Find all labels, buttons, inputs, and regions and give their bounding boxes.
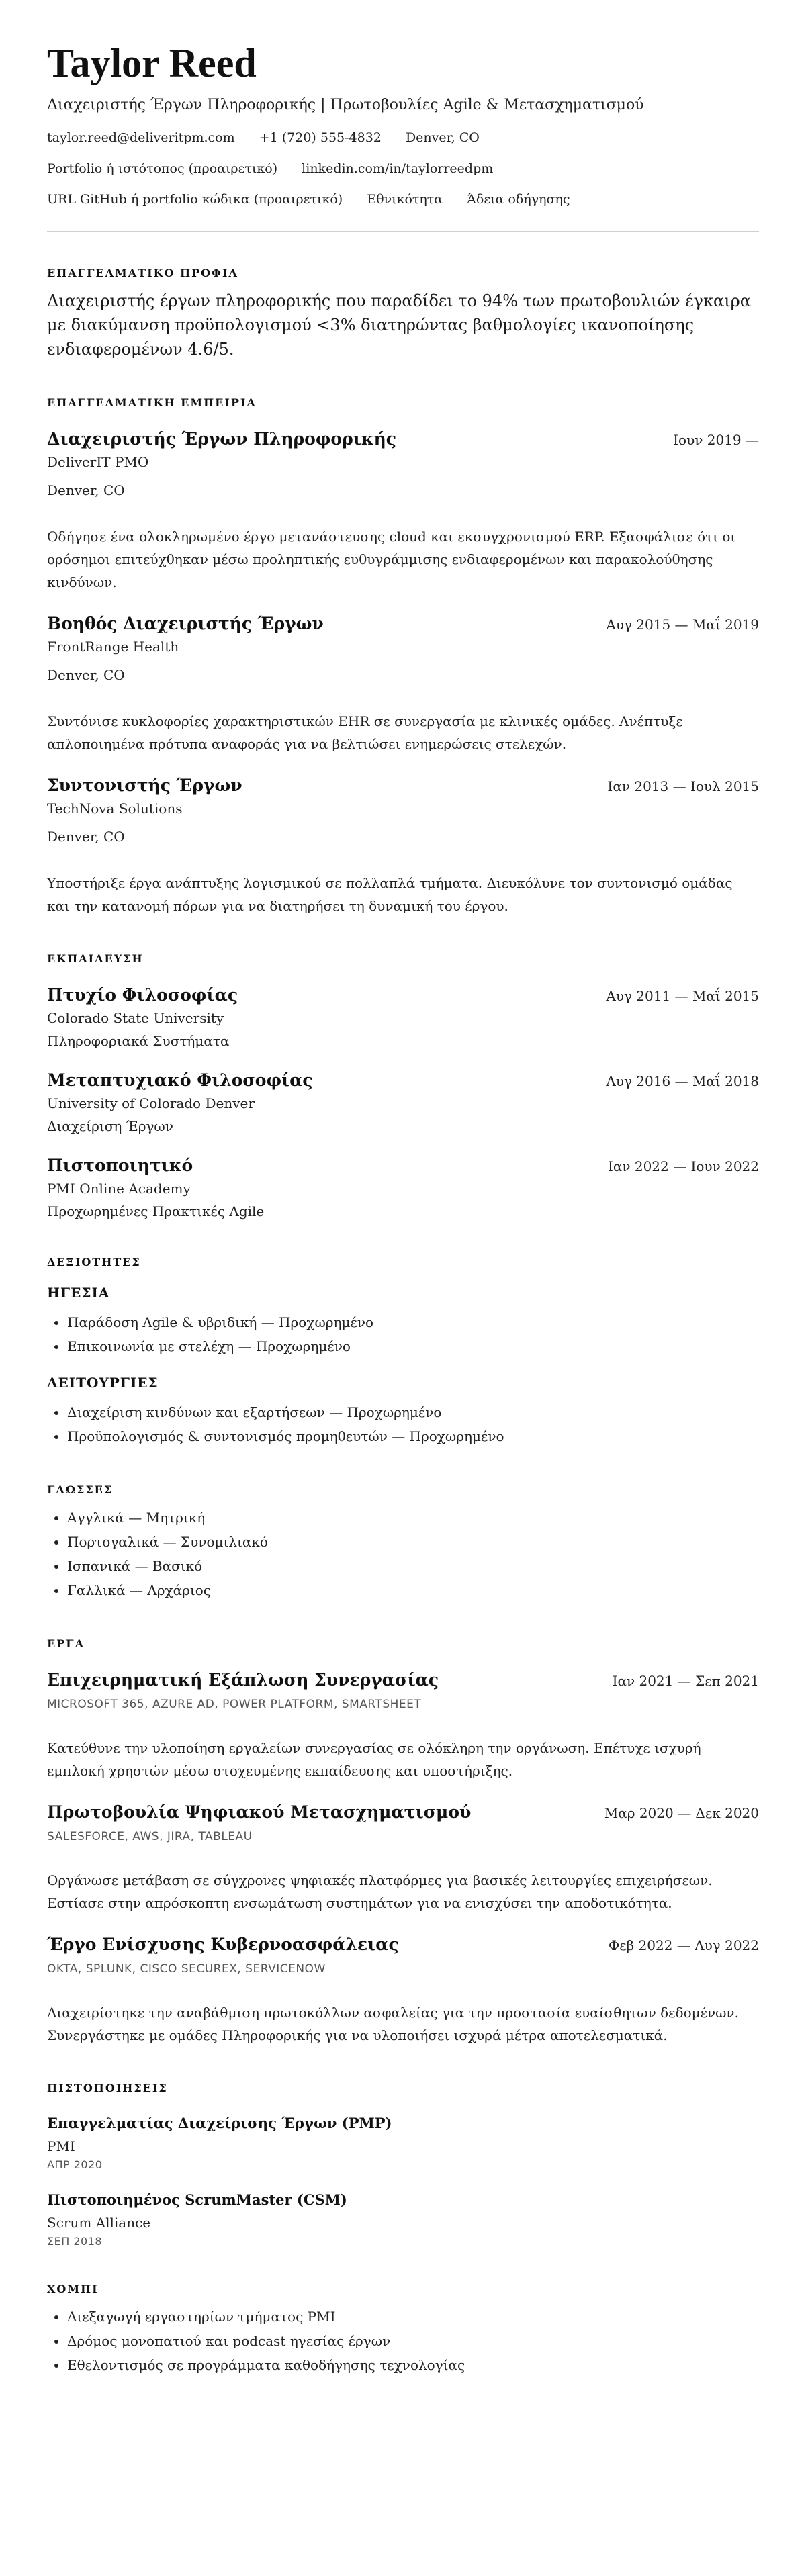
education-field: Πληροφοριακά Συστήματα [47,1033,230,1049]
skill-group-title: ΛΕΙΤΟΥΡΓΙΕΣ [47,1375,159,1391]
education-degree: Πιστοποιητικό [47,1156,193,1175]
section-title-profile: ΕΠΑΓΓΕΛΜΑΤΙΚΟ ΠΡΟΦΙΛ [47,267,238,279]
project-description: Κατεύθυνε την υλοποίηση εργαλείων συνεργασίας σε ολόκληρη την οργάνωση. Επέτυχε ισχυρή εμπλοκή χρηστών μέσω στοχευμένης εκπαίδευσης και υποστήριξης. [47,1740,701,1779]
experience-role: Συντονιστής Έργων [47,776,242,795]
experience-location: Denver, CO [47,829,125,845]
project-tech-stack: SALESFORCE, AWS, JIRA, TABLEAU [47,1830,253,1843]
section-title-skills: ΔΕΞΙΟΤΗΤΕΣ [47,1256,141,1269]
language-list [47,1506,759,1602]
experience-date: Ιουν 2019 — [673,432,759,448]
project-date: Μαρ 2020 — Δεκ 2020 [604,1805,759,1821]
candidate-headline: Διαχειριστής Έργων Πληροφορικής | Πρωτοβουλίες Agile & Μετασχηματισμού [47,97,644,113]
experience-location: Denver, CO [47,667,125,683]
experience-company: TechNova Solutions [47,800,183,817]
experience-description: Υποστήριξε έργα ανάπτυξης λογισμικού σε πολλαπλά τμήματα. Διευκόλυνε τον συντονισμό ομάδας και την κατανομή πόρων για να διατηρήσει τη δυναμική του έργου. [47,875,733,914]
skill-item: • Παράδοση Agile & υβριδική — Προχωρημένο [67,1310,759,1334]
certification-date: ΑΠΡ 2020 [47,2158,103,2171]
education-entry [47,1156,759,1221]
section-title-projects: ΕΡΓΑ [47,1637,85,1650]
experience-description: Συντόνισε κυκλοφορίες χαρακτηριστικών EHR σε συνεργασία με κλινικές ομάδες. Ανέπτυξε απλοποιημένα πρότυπα αναφοράς για να βελτιώσει ενημερώσεις στελεχών. [47,713,683,752]
experience-company: DeliverIT PMO [47,454,149,470]
language-item: • Αγγλικά — Μητρική [67,1506,759,1530]
skill-item: • Επικοινωνία με στελέχη — Προχωρημένο [67,1334,759,1359]
project-name: Πρωτοβουλία Ψηφιακού Μετασχηματισμού [47,1802,472,1822]
contact-row-extra [47,191,759,208]
skill-list [47,1400,759,1448]
education-date: Αυγ 2011 — Μαΐ 2015 [606,988,759,1004]
project-description: Οργάνωσε μετάβαση σε σύγχρονες ψηφιακές πλατφόρμες για βασικές λειτουργίες επιχειρήσεων. Εστίασε στην απρόσκοπτη ενσωμάτωση συστημάτων για να ενισχύσει την αποδοτικότητα. [47,1872,713,1911]
project-entry [47,1670,759,1782]
project-entry [47,1935,759,2047]
experience-role: Διαχειριστής Έργων Πληροφορικής [47,429,396,449]
project-date: Ιαν 2021 — Σεπ 2021 [612,1673,759,1689]
contact-row-links [47,160,759,177]
education-field: Διαχείριση Έργων [47,1118,173,1134]
language-item: • Γαλλικά — Αρχάριος [67,1578,759,1602]
education-date: Αυγ 2016 — Μαΐ 2018 [606,1073,759,1089]
contact-email[interactable]: taylor.reed@deliveritpm.com [47,130,235,145]
experience-date: Ιαν 2013 — Ιουλ 2015 [607,778,759,794]
skill-group-title: ΗΓΕΣΙΑ [47,1285,110,1301]
education-field: Προχωρημένες Πρακτικές Agile [47,1203,265,1220]
candidate-name: Taylor Reed [47,41,257,85]
contact-location: Denver, CO [405,130,480,145]
section-title-experience: ΕΠΑΓΓΕΛΜΑΤΙΚΗ ΕΜΠΕΙΡΙΑ [47,396,257,409]
experience-role: Βοηθός Διαχειριστής Έργων [47,614,324,633]
language-item: • Ισπανικά — Βασικό [67,1554,759,1578]
certification-entry [47,2191,759,2248]
project-tech-stack: MICROSOFT 365, AZURE AD, POWER PLATFORM, SMARTSHEET [47,1698,422,1711]
project-date: Φεβ 2022 — Αυγ 2022 [608,1937,759,1953]
certification-name: Επαγγελματίας Διαχείρισης Έργων (PMP) [47,2115,392,2131]
section-title-certifications: ΠΙΣΤΟΠΟΙΗΣΕΙΣ [47,2082,168,2095]
contact-phone[interactable]: +1 (720) 555-4832 [259,130,382,145]
contact-nationality: Εθνικότητα [367,192,443,207]
project-tech-stack: OKTA, SPLUNK, CISCO SECUREX, SERVICENOW [47,1962,326,1976]
education-entry [47,985,759,1050]
section-title-education: ΕΚΠΑΙΔΕΥΣΗ [47,952,144,965]
hobby-item: • Διεξαγωγή εργαστηρίων τμήματος PMI [67,2305,759,2329]
skill-list [47,1310,759,1359]
experience-location: Denver, CO [47,482,125,498]
experience-date: Αυγ 2015 — Μαΐ 2019 [606,616,759,633]
language-item: • Πορτογαλικά — Συνομιλιακό [67,1530,759,1554]
certification-entry [47,2115,759,2171]
skill-item: • Διαχείριση κινδύνων και εξαρτήσεων — Προχωρημένο [67,1400,759,1424]
education-entry [47,1070,759,1136]
contact-driving-license: Άδεια οδήγησης [467,192,570,207]
section-title-hobbies: ΧΟΜΠΙ [47,2283,99,2295]
education-school: Colorado State University [47,1010,224,1026]
header-divider [47,231,759,232]
certification-issuer: PMI [47,2138,75,2154]
contact-linkedin[interactable]: linkedin.com/in/taylorreedpm [302,161,494,176]
contact-github[interactable]: URL GitHub ή portfolio κώδικα (προαιρετικό) [47,192,343,207]
certification-issuer: Scrum Alliance [47,2215,151,2231]
section-title-languages: ΓΛΩΣΣΕΣ [47,1483,114,1496]
project-entry [47,1802,759,1915]
education-school: University of Colorado Denver [47,1095,255,1111]
profile-summary: Διαχειριστής έργων πληροφορικής που παραδίδει το 94% των πρωτοβουλιών έγκαιρα με διακύμανση προϋπολογισμού <3% διατηρώντας βαθμολογίες ικανοποίησης ενδιαφερομένων 4.6/5. [47,291,751,359]
experience-description: Οδήγησε ένα ολοκληρωμένο έργο μετανάστευσης cloud και εκσυγχρονισμού ERP. Εξασφάλισε ότι οι ορόσημοι επιτεύχθηκαν μέσω προληπτικής ευθυγράμμισης ενδιαφερομένων και παρακολούθησης κινδύνων. [47,528,736,590]
skill-item: • Προϋπολογισμός & συντονισμός προμηθευτών — Προχωρημένο [67,1424,759,1448]
experience-entry [47,614,759,755]
project-description: Διαχειρίστηκε την αναβάθμιση πρωτοκόλλων ασφαλείας για την προστασία ευαίσθητων δεδομένων. Συνεργάστηκε με ομάδες Πληροφορικής για να υλοποιήσει ισχυρά μέτρα αποτελεσματικά. [47,2005,739,2043]
contact-row-primary [47,129,759,146]
experience-company: FrontRange Health [47,639,179,655]
certification-name: Πιστοποιημένος ScrumMaster (CSM) [47,2191,347,2208]
contact-portfolio[interactable]: Portfolio ή ιστότοπος (προαιρετικό) [47,161,278,176]
experience-entry [47,776,759,917]
education-date: Ιαν 2022 — Ιουν 2022 [607,1158,759,1175]
education-degree: Μεταπτυχιακό Φιλοσοφίας [47,1070,313,1090]
hobby-list [47,2305,759,2377]
education-school: PMI Online Academy [47,1181,191,1197]
experience-entry [47,429,759,594]
project-name: Επιχειρηματική Εξάπλωση Συνεργασίας [47,1670,439,1690]
project-name: Έργο Ενίσχυσης Κυβερνοασφάλειας [47,1935,399,1954]
certification-date: ΣΕΠ 2018 [47,2235,103,2248]
hobby-item: • Δρόμος μονοπατιού και podcast ηγεσίας έργων [67,2329,759,2353]
hobby-item: • Εθελοντισμός σε προγράμματα καθοδήγησης τεχνολογίας [67,2353,759,2377]
education-degree: Πτυχίο Φιλοσοφίας [47,985,238,1005]
